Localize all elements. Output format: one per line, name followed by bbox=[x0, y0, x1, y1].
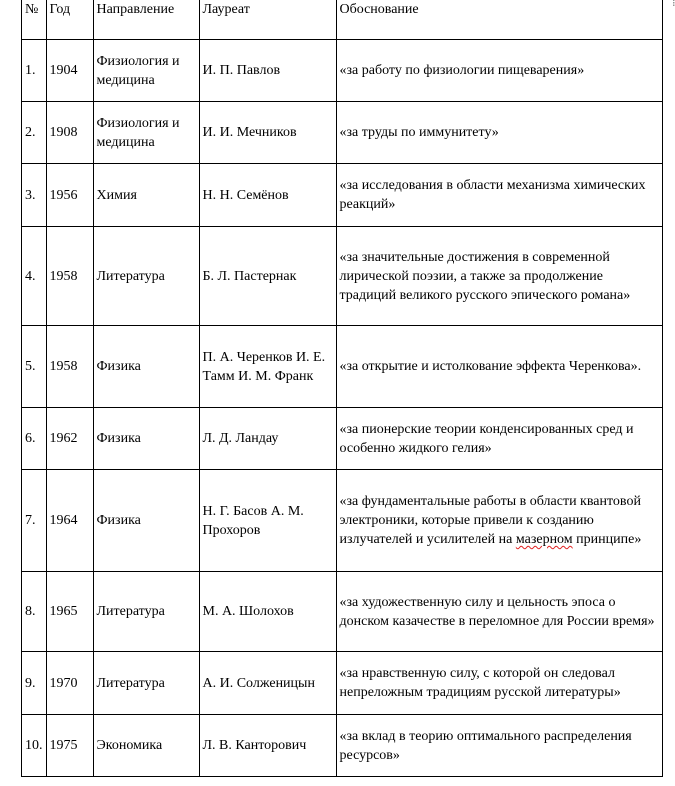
cell-reason: «за нравственную силу, с которой он следовал непреложным традициям русской литературы» bbox=[336, 652, 662, 715]
reason-text: «за фундаментальные работы в области квантовой электроники, которые привели к созданию излучателей и усилителей на bbox=[339, 494, 641, 547]
reason-text-tail: принципе» bbox=[572, 532, 642, 547]
cell-year: 1965 bbox=[46, 572, 93, 652]
cell-field: Физика bbox=[93, 470, 199, 572]
cell-laureate: М. А. Шолохов bbox=[199, 572, 336, 652]
cell-num: 2. bbox=[22, 102, 47, 164]
spellcheck-underlined-word[interactable]: мазерном bbox=[515, 532, 573, 547]
table-row bbox=[22, 227, 663, 326]
cell-num: 6. bbox=[22, 408, 47, 470]
header-laureate: Лауреат bbox=[199, 0, 336, 40]
table-row bbox=[22, 572, 663, 652]
cell-year: 1970 bbox=[46, 652, 93, 715]
cell-reason bbox=[336, 470, 662, 572]
cell-field: Литература bbox=[93, 572, 199, 652]
cell-reason: «за художественную силу и цельность эпоса о донском казачестве в переломное для России время» bbox=[336, 572, 662, 652]
cell-year: 1958 bbox=[46, 227, 93, 326]
cell-reason: «за труды по иммунитету» bbox=[336, 102, 662, 164]
cell-reason: «за работу по физиологии пищеварения» bbox=[336, 40, 662, 102]
cell-num: 5. bbox=[22, 326, 47, 408]
cell-field: Химия bbox=[93, 164, 199, 227]
table-row bbox=[22, 40, 663, 102]
cell-field: Литература bbox=[93, 652, 199, 715]
cell-reason: «за открытие и истолкование эффекта Черенкова». bbox=[336, 326, 662, 408]
cell-num: 8. bbox=[22, 572, 47, 652]
cell-laureate: Н. Г. Басов А. М. Прохоров bbox=[199, 470, 336, 572]
cell-field: Физика bbox=[93, 408, 199, 470]
cell-laureate: И. П. Павлов bbox=[199, 40, 336, 102]
laureates-table bbox=[21, 0, 663, 777]
cell-year: 1964 bbox=[46, 470, 93, 572]
cell-field: Физиология и медицина bbox=[93, 102, 199, 164]
cell-laureate: Л. Д. Ландау bbox=[199, 408, 336, 470]
cell-year: 1975 bbox=[46, 715, 93, 777]
cell-year: 1904 bbox=[46, 40, 93, 102]
cell-field: Экономика bbox=[93, 715, 199, 777]
cell-reason: «за исследования в области механизма химических реакций» bbox=[336, 164, 662, 227]
cell-num: 3. bbox=[22, 164, 47, 227]
header-reason: Обоснование bbox=[336, 0, 662, 40]
cell-laureate: Л. В. Канторович bbox=[199, 715, 336, 777]
cell-reason: «за пионерские теории конденсированных сред и особенно жидкого гелия» bbox=[336, 408, 662, 470]
cell-num: 10. bbox=[22, 715, 47, 777]
cell-num: 1. bbox=[22, 40, 47, 102]
cell-laureate: Б. Л. Пастернак bbox=[199, 227, 336, 326]
cell-reason: «за значительные достижения в современной лирической поэзии, а также за продолжение традиций великого русского эпического романа» bbox=[336, 227, 662, 326]
table-row bbox=[22, 715, 663, 777]
cell-laureate: Н. Н. Семёнов bbox=[199, 164, 336, 227]
table-header-row bbox=[22, 0, 663, 40]
header-num: № bbox=[22, 0, 47, 40]
table-row bbox=[22, 164, 663, 227]
table-row bbox=[22, 326, 663, 408]
table-row bbox=[22, 102, 663, 164]
cell-year: 1958 bbox=[46, 326, 93, 408]
table-resize-handle-icon[interactable]: ⁞ bbox=[672, 0, 675, 8]
cell-laureate: А. И. Солженицын bbox=[199, 652, 336, 715]
cell-field: Физика bbox=[93, 326, 199, 408]
cell-laureate: И. И. Мечников bbox=[199, 102, 336, 164]
table-row bbox=[22, 470, 663, 572]
cell-year: 1908 bbox=[46, 102, 93, 164]
cell-num: 4. bbox=[22, 227, 47, 326]
cell-year: 1962 bbox=[46, 408, 93, 470]
header-year: Год bbox=[46, 0, 93, 40]
cell-year: 1956 bbox=[46, 164, 93, 227]
table-row bbox=[22, 408, 663, 470]
cell-field: Литература bbox=[93, 227, 199, 326]
cell-num: 7. bbox=[22, 470, 47, 572]
header-field: Направление bbox=[93, 0, 199, 40]
table-row bbox=[22, 652, 663, 715]
cell-field: Физиология и медицина bbox=[93, 40, 199, 102]
cell-reason: «за вклад в теорию оптимального распределения ресурсов» bbox=[336, 715, 662, 777]
cell-num: 9. bbox=[22, 652, 47, 715]
cell-laureate: П. А. Черенков И. Е. Тамм И. М. Франк bbox=[199, 326, 336, 408]
